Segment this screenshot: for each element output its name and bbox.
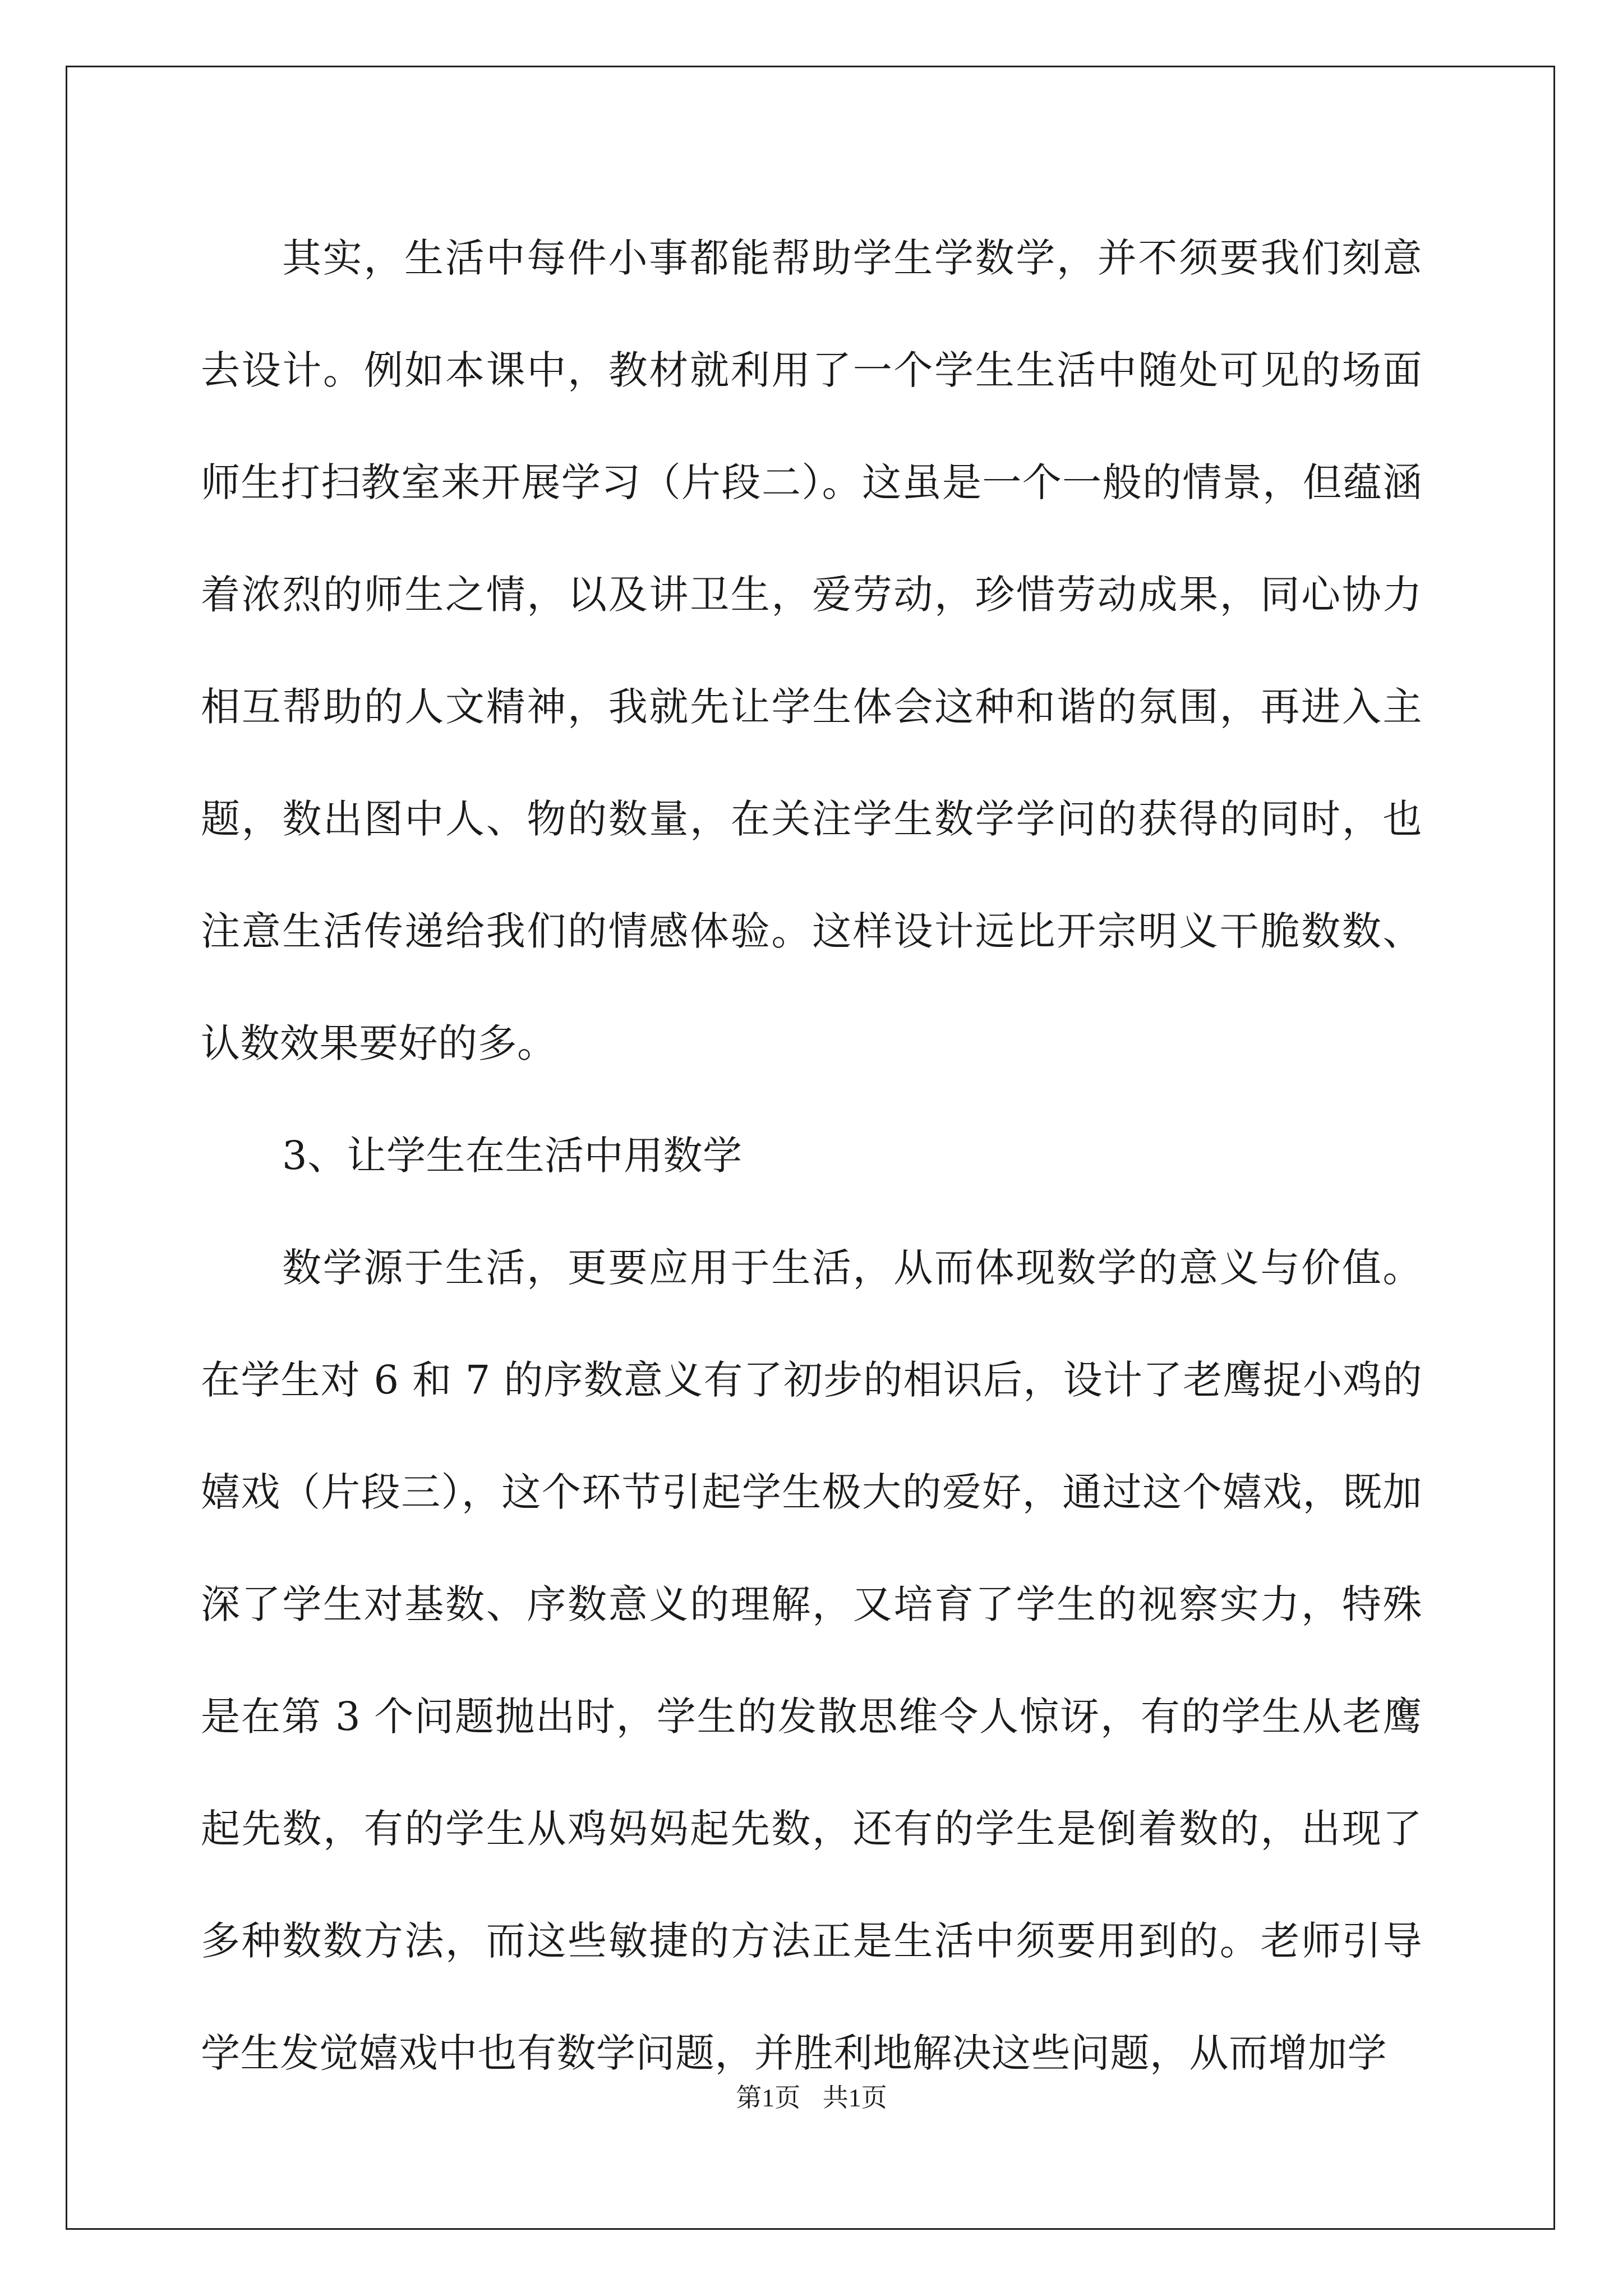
page-count: 共1页 (822, 2083, 887, 2112)
paragraph-life-examples: 其实，生活中每件小事都能帮助学生学数学，并不须要我们刻意去设计。例如本课中，教材就利用了一个学生生活中随处可见的场面师生打扫教室来开展学习（片段二）。这虽是一个一般的情景，但蕴涵着浓烈的师生之情，以及讲卫生，爱劳动，珍惜劳动成果，同心协力相互帮助的人文精神，我就先让学生体会这种和谐的氛围，再进入主题，数出图中人、物的数量，在关注学生数学学问的获得的同时，也注意生活传递给我们的情感体验。这样设计远比开宗明义干脆数数、认数效果要好的多。 (201, 235, 1422, 1066)
page-number: 第1页 (736, 2083, 801, 2112)
document-body (201, 202, 1422, 2109)
page-footer (0, 2081, 1623, 2115)
paragraph-game-activity: 数学源于生活，更要应用于生活，从而体现数学的意义与价值。在学生对 6 和 7 的序数意义有了初步的相识后，设计了老鹰捉小鸡的嬉戏（片段三），这个环节引起学生极大的爱好，通过这个嬉戏，既加深了学生对基数、序数意义的理解，又培育了学生的视察实力，特殊是在第 3 个问题抛出时，学生的发散思维令人惊讶，有的学生从老鹰起先数，有的学生从鸡妈妈起先数，还有的学生是倒着数的，出现了多种数数方法，而这些敏捷的方法正是生活中须要用到的。老师引导学生发觉嬉戏中也有数学问题，并胜利地解决这些问题，从而增加学 (201, 1245, 1422, 2076)
section-heading-use-math: 3、让学生在生活中用数学 (282, 1133, 743, 1179)
